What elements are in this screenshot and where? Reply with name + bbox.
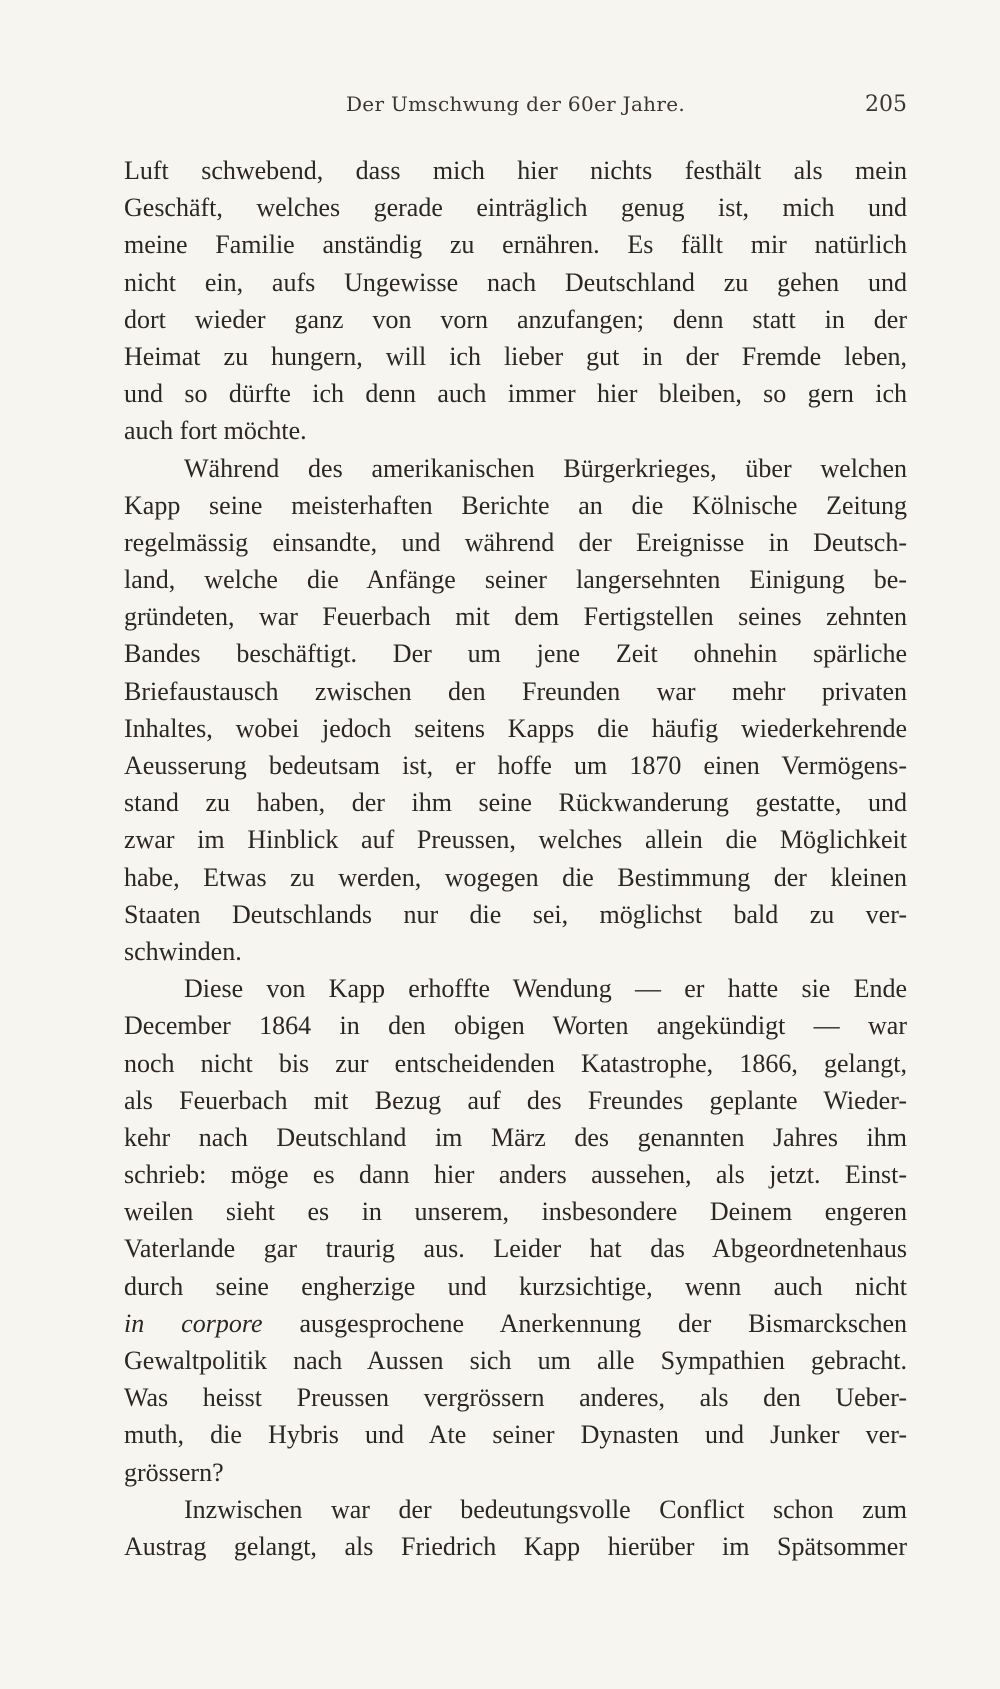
text-line: muth, die Hybris und Ate seiner Dynasten und Junker ver- — [124, 1420, 907, 1450]
text-line: Was heisst Preussen vergrössern anderes, als den Ueber- — [124, 1383, 907, 1413]
text-line-rest: ausgesprochene Anerkennung der Bismarckschen — [299, 1308, 907, 1338]
text-line: nicht ein, aufs Ungewisse nach Deutschland zu gehen und — [124, 267, 907, 297]
text-line: Inhaltes, wobei jedoch seitens Kapps die häufig wiederkehrende — [124, 713, 907, 743]
text-line: dort wieder ganz von vorn anzufangen; denn statt in der — [124, 304, 907, 334]
text-line: auch fort möchte. — [124, 416, 307, 446]
text-line: Aeusserung bedeutsam ist, er hoffe um 1870 einen Vermögens- — [124, 751, 907, 780]
text-line: zwar im Hinblick auf Preussen, welches allein die Möglichkeit — [124, 825, 907, 855]
text-line: weilen sieht es in unserem, insbesondere Deinem engeren — [124, 1197, 907, 1227]
text-line: als Feuerbach mit Bezug auf des Freundes geplante Wieder- — [124, 1085, 907, 1115]
text-line: noch nicht bis zur entscheidenden Katastrophe, 1866, gelangt, — [124, 1048, 907, 1078]
text-line: Briefaustausch zwischen den Freunden war mehr privaten — [124, 676, 907, 706]
text-line: Luft schwebend, dass mich hier nichts festhält als mein — [124, 156, 907, 185]
running-head — [124, 92, 907, 122]
text-line: Heimat zu hungern, will ich lieber gut in der Fremde leben, — [124, 341, 907, 371]
text-line-with-italic — [124, 1305, 907, 1342]
text-line: stand zu haben, der ihm seine Rückwanderung gestatte, und — [124, 788, 907, 818]
running-title: Der Umschwung der 60er Jahre. — [345, 92, 686, 116]
text-line: Während des amerikanischen Bürgerkrieges, über welchen — [184, 453, 907, 483]
text-line: regelmässig einsandte, und während der Ereignisse in Deutsch- — [124, 527, 907, 557]
text-line: Inzwischen war der bedeutungsvolle Conflict schon zum — [184, 1494, 907, 1524]
text-line: Vaterlande gar traurig aus. Leider hat das Abgeordnetenhaus — [124, 1234, 907, 1264]
text-line: und so dürfte ich denn auch immer hier bleiben, so gern ich — [124, 379, 907, 409]
text-line: durch seine engherzige und kurzsichtige, wenn auch nicht — [124, 1271, 907, 1301]
text-line: Geschäft, welches gerade einträglich genug ist, mich und — [124, 193, 907, 223]
text-line: Staaten Deutschlands nur die sei, möglichst bald zu ver- — [124, 899, 907, 929]
text-line: Kapp seine meisterhaften Berichte an die Kölnische Zeitung — [124, 490, 907, 520]
text-line: grössern? — [124, 1457, 224, 1487]
page-number: 205 — [865, 92, 907, 117]
text-line: schwinden. — [124, 936, 242, 966]
text-line: kehr nach Deutschland im März des genannten Jahres ihm — [124, 1122, 907, 1152]
text-line: Diese von Kapp erhoffte Wendung — er hatte sie Ende — [184, 974, 907, 1004]
text-line: gründeten, war Feuerbach mit dem Fertigstellen seines zehnten — [124, 602, 907, 632]
text-line: Bandes beschäftigt. Der um jene Zeit ohnehin spärliche — [124, 639, 907, 669]
text-line: meine Familie anständig zu ernähren. Es fällt mir natürlich — [124, 230, 907, 260]
text-line: land, welche die Anfänge seiner langersehnten Einigung be- — [124, 565, 907, 595]
text-line: Gewaltpolitik nach Aussen sich um alle Sympathien gebracht. — [124, 1346, 907, 1375]
italic-phrase: in corpore — [124, 1308, 263, 1338]
text-line: habe, Etwas zu werden, wogegen die Bestimmung der kleinen — [124, 862, 907, 892]
text-line: December 1864 in den obigen Worten angekündigt — war — [124, 1011, 907, 1041]
body-text — [124, 152, 907, 1565]
text-line: schrieb: möge es dann hier anders aussehen, als jetzt. Einst- — [124, 1160, 907, 1190]
text-line: Austrag gelangt, als Friedrich Kapp hierüber im Spätsommer — [124, 1531, 907, 1561]
